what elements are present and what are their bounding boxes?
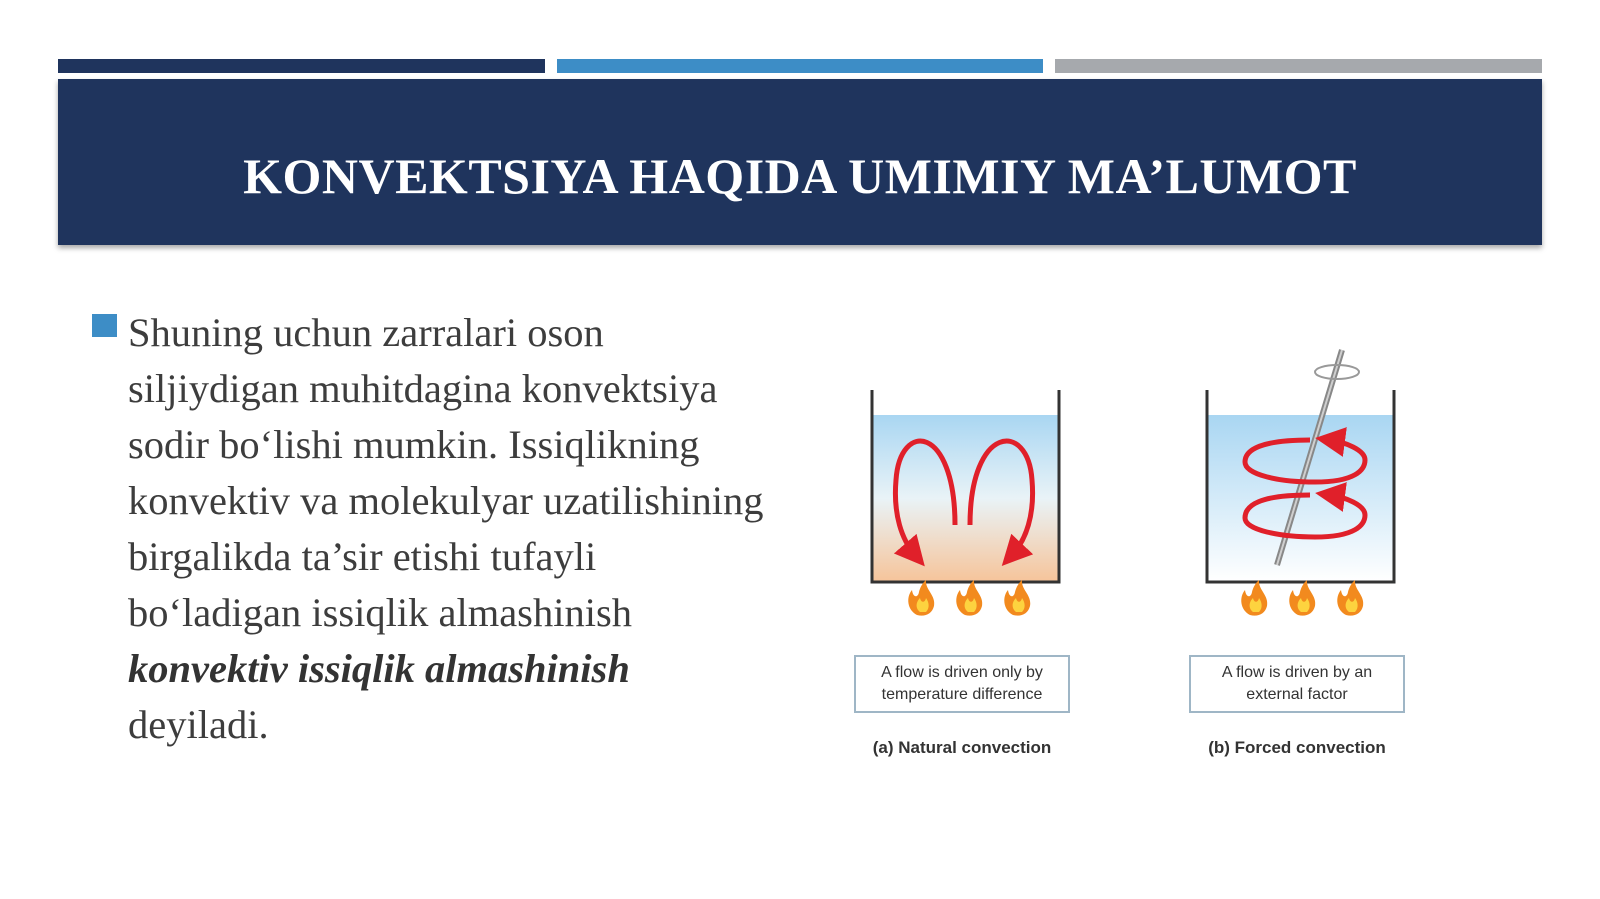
forced-convection-box xyxy=(1189,655,1405,713)
title-band xyxy=(58,79,1542,245)
flame-icons-b xyxy=(1241,580,1363,616)
bullet-square-icon xyxy=(92,314,117,337)
bullet-paragraph xyxy=(128,305,768,753)
convection-figure xyxy=(840,340,1440,770)
natural-convection-caption: (a) Natural convection xyxy=(872,738,1052,757)
flame-icons-a xyxy=(908,580,1030,616)
accent-bar-gray xyxy=(1055,59,1542,73)
body-text-main: Shuning uchun zarralari oson siljiydigan muhitdagina konvektsiya sodir bo‘lishi mumkin. Issiqlikning konvektiv va molekulyar uzatilishining birgalikda ta’sir etishi tufayli bo‘ladigan issiqlik almashinish xyxy=(128,310,764,635)
body-text-end: deyiladi. xyxy=(128,702,269,747)
forced-convection-caption: (b) Forced convection xyxy=(1208,738,1386,757)
accent-bar-dark xyxy=(58,59,545,73)
accent-bar-blue xyxy=(557,59,1043,73)
natural-convection-box-text: A flow is driven only by temperature difference xyxy=(881,664,1043,703)
forced-convection-box-text: A flow is driven by an external factor xyxy=(1221,664,1373,703)
natural-convection-box xyxy=(854,655,1070,713)
body-text-emphasis: konvektiv issiqlik almashinish xyxy=(128,646,630,691)
slide-title: KONVEKTSIYA HAQIDA UMIMIY MA’LUMOT xyxy=(243,148,1357,204)
